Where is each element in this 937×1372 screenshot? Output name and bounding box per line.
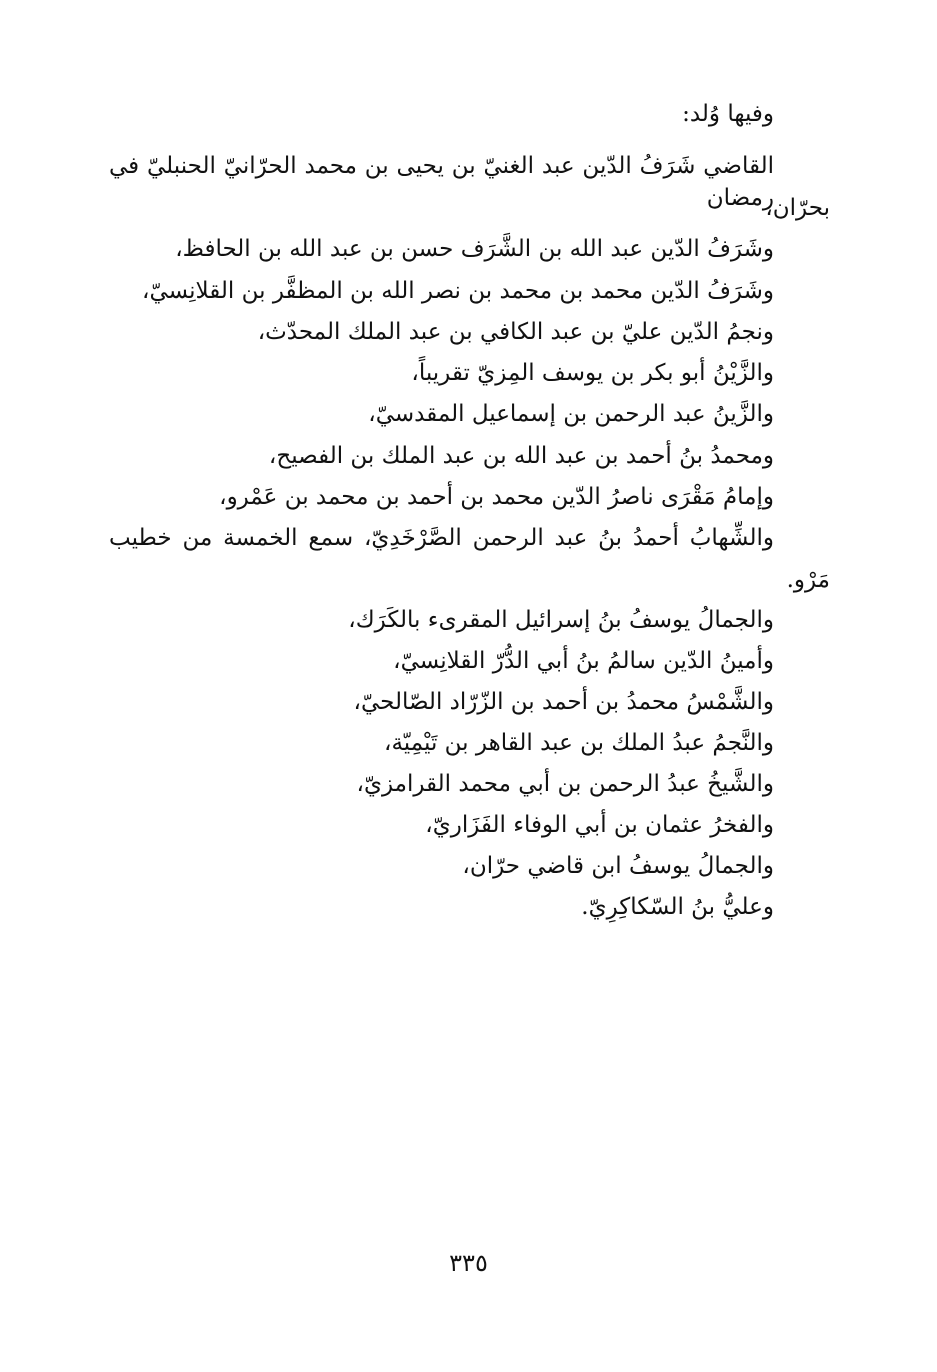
page-number: ٣٣٥ — [449, 1249, 488, 1277]
text-line-13: وأمينُ الدّين سالمُ بنُ أبي الدُّرّ القلانِسيّ، — [393, 648, 774, 674]
text-line-15: والنَّجمُ عبدُ الملك بن عبد القاهر بن تَيْمِيّة، — [384, 730, 774, 756]
text-line-7: والزَّينُ عبد الرحمن بن إسماعيل المقدسيّ، — [368, 401, 774, 427]
text-line-5: ونجمُ الدّين عليّ بن عبد الكافي بن عبد الملك المحدّث، — [257, 319, 774, 345]
text-line-8: ومحمدُ بنُ أحمد بن عبد الله بن عبد الملك بن الفصيح، — [268, 443, 774, 469]
text-line-11: مَرْو. — [786, 567, 830, 593]
text-line-2: بحرّان، — [765, 195, 830, 221]
text-line-10: والشِّهابُ أحمدُ بنُ عبد الرحمن الصَّرْخَدِيّ، سمع الخمسة من خطيب — [109, 525, 774, 551]
text-line-19: وعليُّ بنُ السّكاكِرِيّ. — [581, 894, 774, 920]
text-line-3: وشَرَفُ الدّين عبد الله بن الشَّرَف حسن بن عبد الله بن الحافظ، — [175, 236, 774, 262]
text-line-16: والشَّيخُ عبدُ الرحمن بن أبي محمد القرامزيّ، — [356, 771, 774, 797]
heading-line: وفيها وُلد: — [682, 101, 774, 127]
text-line-4: وشَرَفُ الدّين محمد بن محمد بن نصر الله بن المظفَّر بن القلانِسيّ، — [142, 278, 774, 304]
text-line-9: وإمامُ مَقْرَى ناصرُ الدّين محمد بن أحمد بن محمد بن عَمْرو، — [219, 484, 774, 510]
text-line-18: والجمالُ يوسفُ ابن قاضي حرّان، — [462, 853, 774, 879]
text-line-12: والجمالُ يوسفُ بنُ إسرائيل المقرىء بالكَرَك، — [348, 607, 774, 633]
text-line-6: والزَّيْنُ أبو بكر بن يوسف المِزيّ تقريباً، — [411, 360, 774, 386]
text-line-17: والفخرُ عثمان بن أبي الوفاء الفَزَاريّ، — [425, 812, 774, 838]
text-line-1: القاضي شَرَفُ الدّين عبد الغنيّ بن يحيى بن محمد الحرّانيّ الحنبليّ في رمضان — [109, 153, 774, 211]
text-line-14: والشَّمْسُ محمدُ بن أحمد بن الزّرّاد الصّالحيّ، — [353, 689, 774, 715]
